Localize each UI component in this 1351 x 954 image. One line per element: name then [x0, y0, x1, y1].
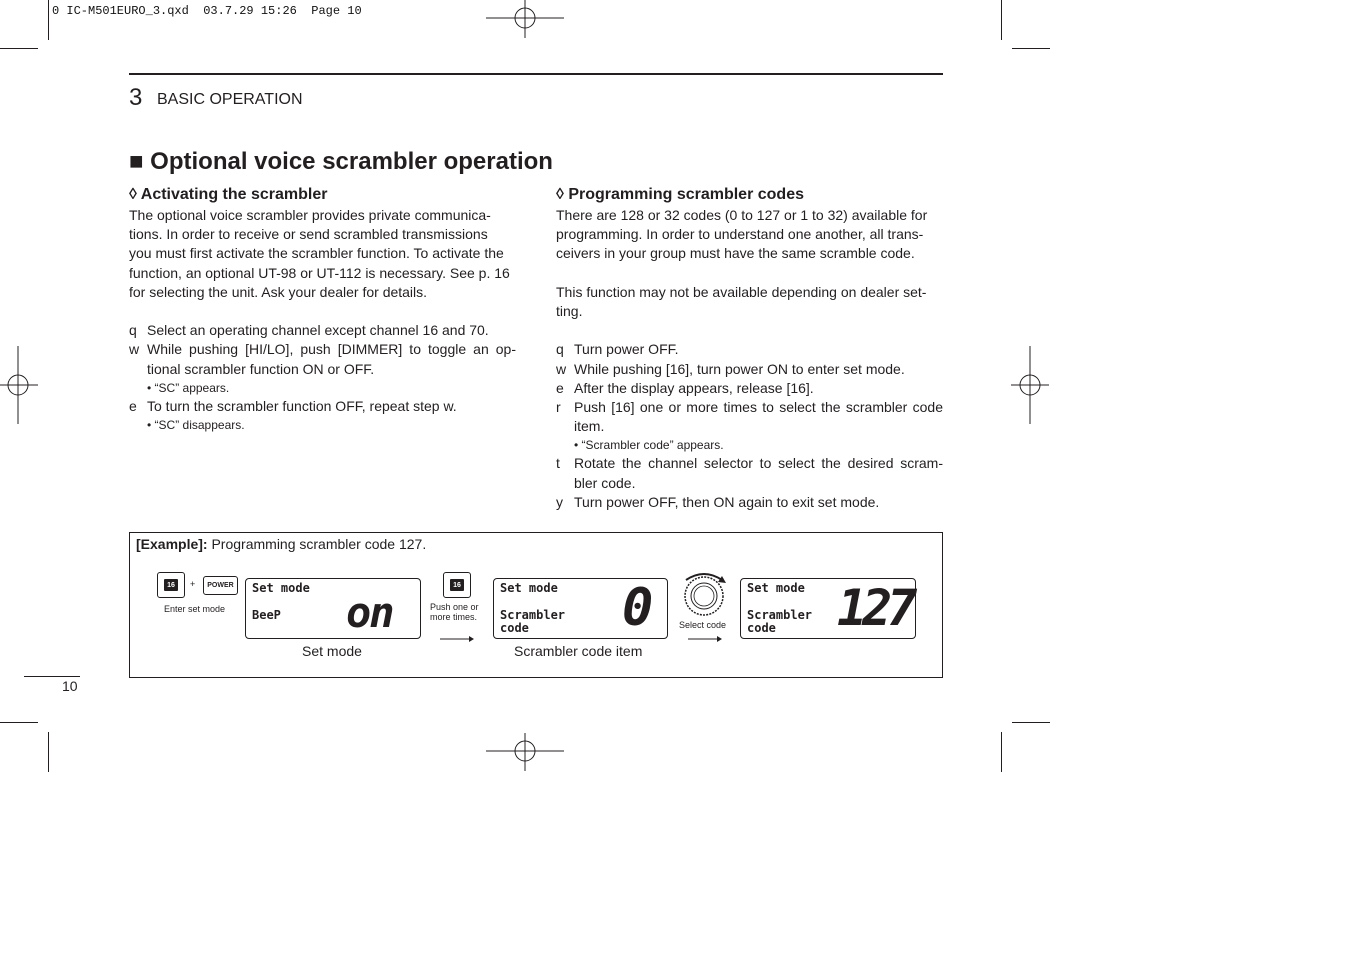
step-item	[556, 379, 943, 398]
step-item	[556, 493, 943, 512]
caption-scrambler-code-item: Scrambler code item	[514, 643, 643, 659]
lcd-big-value: 127	[837, 579, 913, 637]
intro-line: The optional voice scrambler provides private communica-	[129, 207, 491, 223]
enter-set-mode-label: Enter set mode	[164, 604, 226, 614]
lcd-line1: Set mode	[252, 581, 310, 595]
step-item	[556, 340, 943, 359]
step-number: w	[129, 341, 140, 358]
key-label: 16	[450, 579, 464, 591]
right-heading: ◊ Programming scrambler codes	[556, 186, 804, 203]
select-code-label: Select code	[679, 620, 727, 630]
arrow-right-icon	[440, 634, 474, 644]
intro-line: for selecting the unit. Ask your dealer for details.	[129, 283, 428, 300]
example-text: Programming scrambler code 127.	[207, 536, 427, 552]
example-title	[136, 536, 426, 552]
power-key: POWER	[203, 576, 238, 595]
step-bullet: • “Scrambler code” appears.	[574, 438, 724, 453]
key-label: 16	[164, 579, 178, 591]
step-item	[556, 360, 943, 379]
intro-line: ceivers in your group must have the same scramble code.	[556, 245, 915, 262]
step-item	[556, 454, 943, 492]
step-number: q	[556, 341, 564, 358]
print-slug: 0 IC-M501EURO_3.qxd 03.7.29 15:26 Page 10	[52, 4, 362, 18]
plus-sign: +	[190, 579, 196, 589]
step-text: To turn the scrambler function OFF, repeat step w.	[147, 397, 457, 414]
right-column	[556, 206, 943, 512]
intro-line: function, an optional UT-98 or UT-112 is necessary. See p. 16	[129, 264, 510, 281]
section-title: ■ Optional voice scrambler operation	[129, 148, 553, 175]
intro-line: programming. In order to understand one another, all trans-	[556, 226, 924, 243]
step-text: Turn power OFF, then ON again to exit set mode.	[574, 493, 880, 510]
intro-line: tions. In order to receive or send scrambled transmissions	[129, 226, 488, 243]
registration-mark-bottom	[486, 733, 566, 773]
step-number: q	[129, 322, 137, 339]
step-text: Select an operating channel except channel 16 and 70.	[147, 322, 489, 339]
lcd-line2: BeeP	[252, 608, 281, 622]
page-number: 10	[62, 678, 78, 694]
step-number: e	[129, 397, 137, 414]
lcd-display-scrambler	[493, 578, 668, 639]
step-text: Rotate the channel selector to select the desired scram-bler code.	[574, 455, 943, 491]
arrow-right-icon	[688, 634, 722, 644]
channel-16-key	[157, 572, 185, 598]
left-heading: ◊ Activating the scrambler	[129, 186, 328, 203]
registration-mark-left	[0, 346, 40, 426]
step-item	[129, 397, 516, 416]
step-item	[556, 398, 943, 436]
header-rule	[129, 73, 943, 75]
caption-set-mode: Set mode	[302, 643, 362, 659]
note-line: This function may not be available depending on dealer set-	[556, 283, 927, 300]
lcd-big-value: on	[346, 588, 393, 637]
intro-line: you must first activate the scrambler function. To activate the	[129, 245, 504, 262]
channel-selector-knob-icon	[680, 570, 728, 618]
step-number: e	[556, 379, 564, 396]
step-text: While pushing [16], turn power ON to enter set mode.	[574, 360, 905, 377]
registration-mark-top	[486, 0, 566, 40]
example-label: [Example]:	[136, 536, 208, 552]
step-item	[129, 340, 516, 378]
step-bullet: • “SC” appears.	[147, 380, 230, 395]
page-number-rule	[24, 676, 80, 677]
step-bullet: • “SC” disappears.	[147, 418, 245, 433]
step-number: t	[556, 455, 560, 472]
left-column	[129, 206, 516, 434]
lcd-line2: Scrambler code	[500, 608, 566, 635]
chapter-title: BASIC OPERATION	[157, 91, 303, 108]
note-line: ting.	[556, 303, 583, 319]
lcd-line2: Scrambler code	[747, 608, 813, 635]
lcd-line1: Set mode	[747, 581, 805, 595]
intro-line: There are 128 or 32 codes (0 to 127 or 1 to 32) available for	[556, 207, 928, 223]
channel-16-key	[443, 572, 471, 598]
chapter-number: 3	[129, 84, 143, 111]
step-number: y	[556, 493, 563, 510]
step-text: While pushing [HI/LO], push [DIMMER] to toggle an op-tional scrambler function ON or OFF.	[147, 341, 516, 377]
lcd-line1: Set mode	[500, 581, 558, 595]
step-text: Push [16] one or more times to select the scrambler code item.	[574, 399, 943, 435]
registration-mark-right	[1011, 346, 1051, 426]
step-number: w	[556, 360, 567, 377]
lcd-big-value: 0	[622, 578, 654, 638]
lcd-display-set-mode	[245, 578, 421, 639]
push-one-or-more-label: Push one or more times.	[430, 602, 479, 622]
step-text: Turn power OFF.	[574, 341, 679, 358]
lcd-display-scrambler-code-127	[740, 578, 916, 639]
step-item	[129, 321, 516, 340]
step-text: After the display appears, release [16].	[574, 379, 814, 396]
step-number: r	[556, 399, 561, 415]
